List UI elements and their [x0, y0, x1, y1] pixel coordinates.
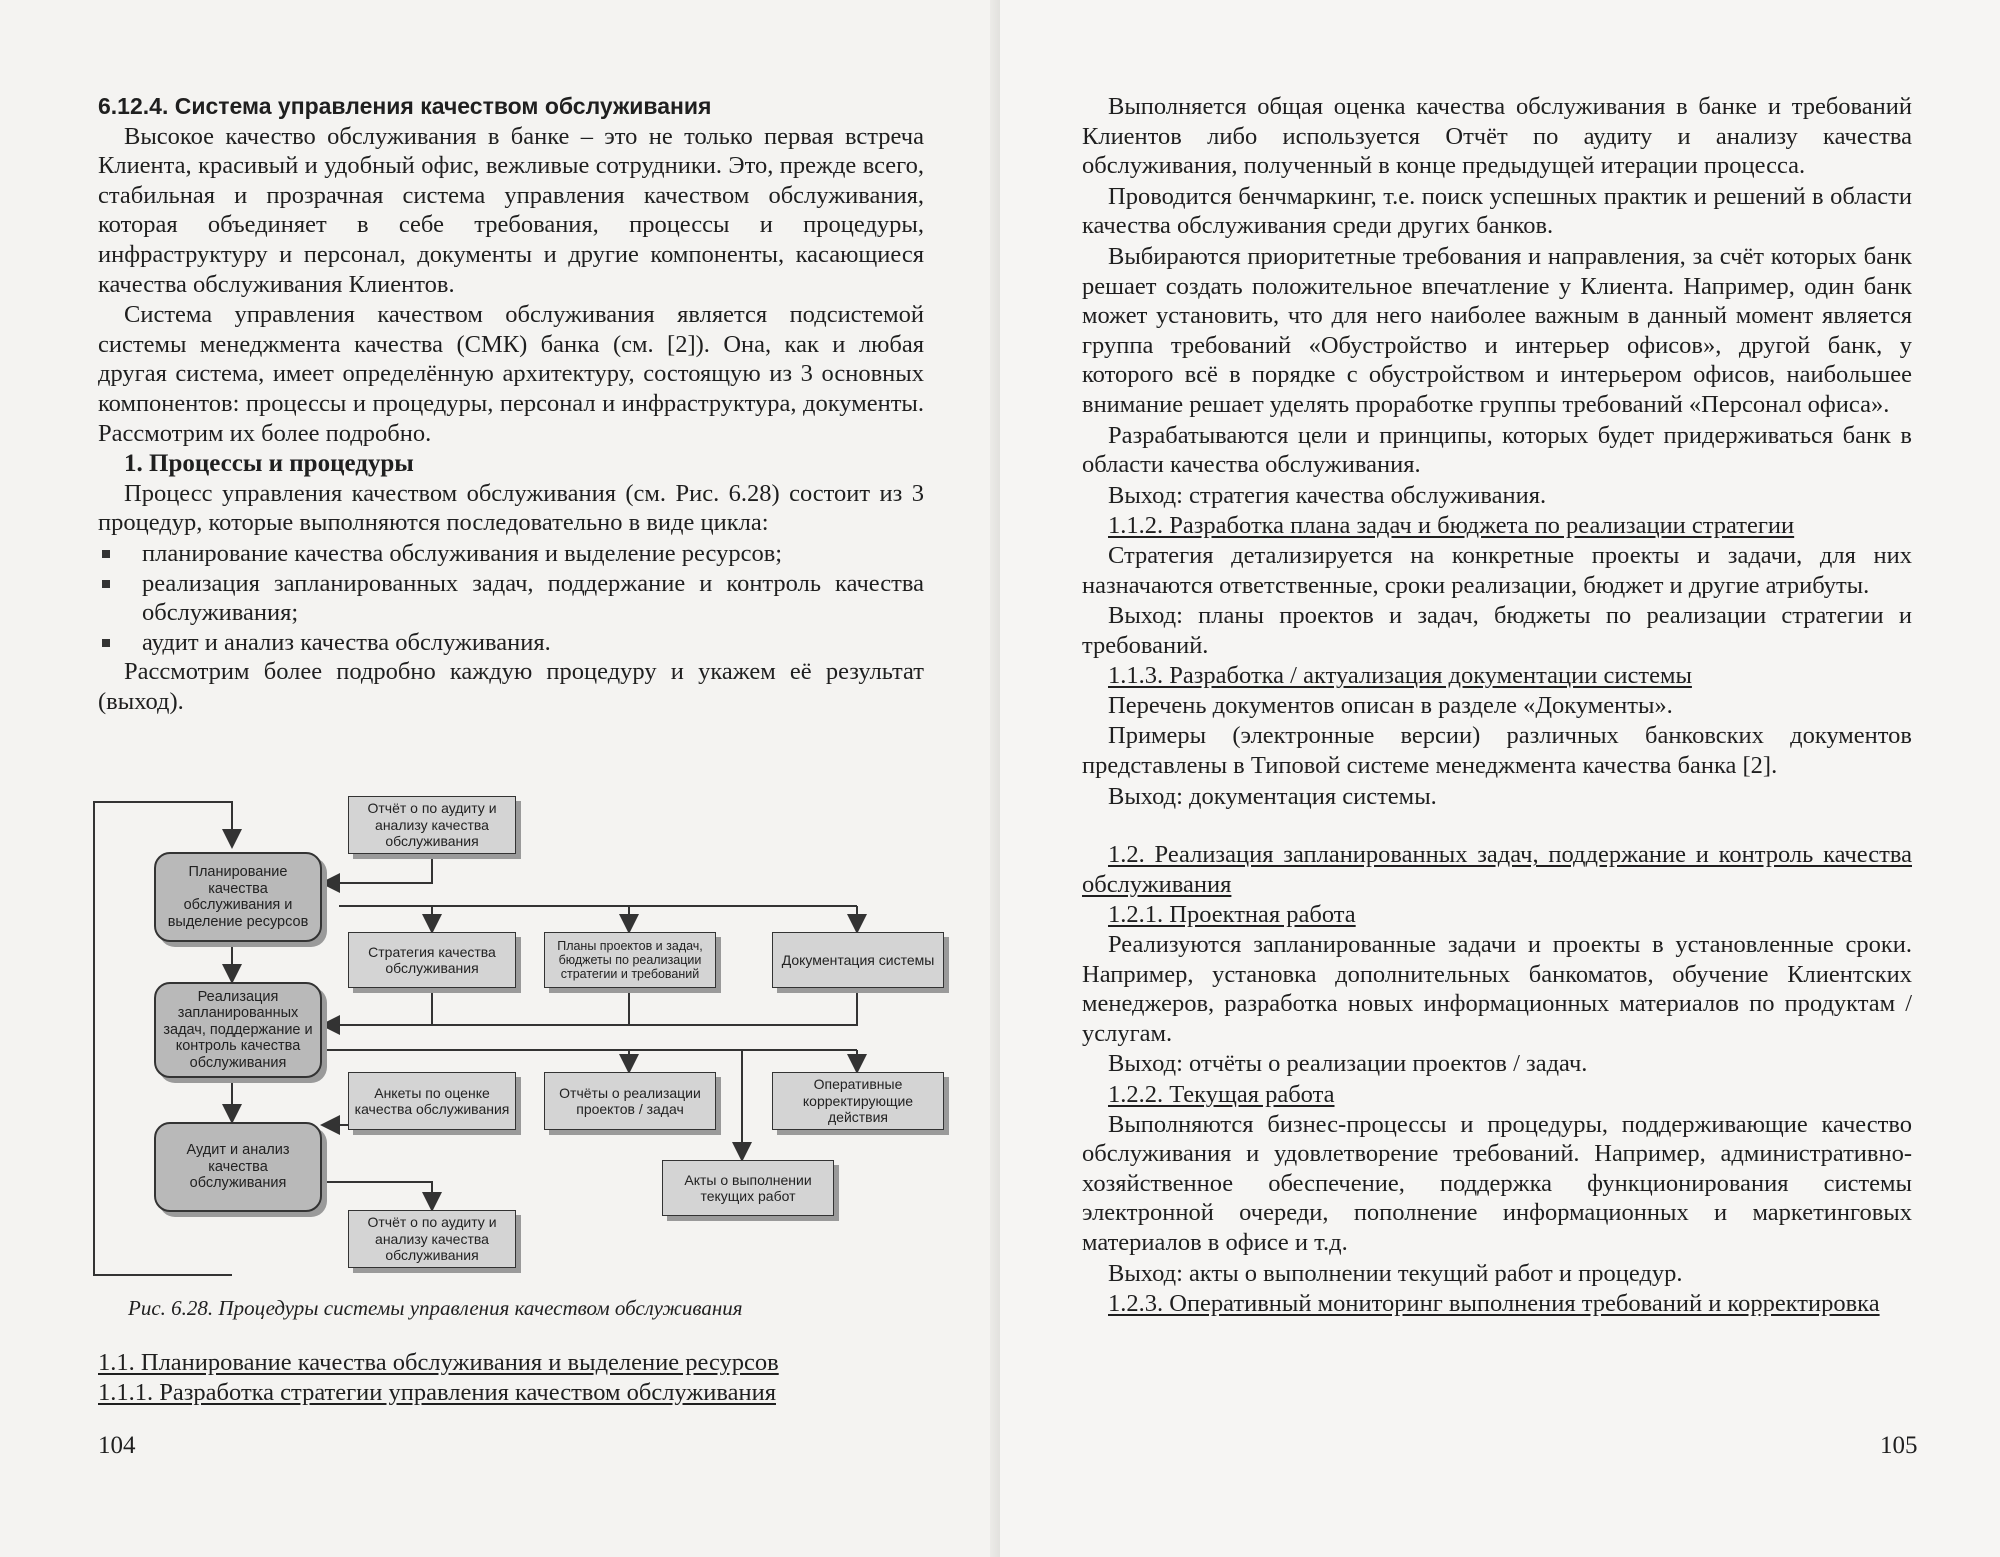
right-page: [1000, 0, 2000, 1557]
paragraph: Выполняется общая оценка качества обслуживания в банке и требований Клиентов либо используется Отчёт по аудиту и анализу качества обслуживания, полученный в конце предыдущей итерации процесса.: [1082, 93, 1912, 180]
paragraph: Реализуются запланированные задачи и проекты в установленные сроки. Например, установка дополнительных банкоматов, обучение Клиентских менеджеров, разработка новых информационных материалов по продуктам / услугам.: [1082, 931, 1912, 1047]
project-reports-box: Отчёты о реализации проектов / задач: [544, 1072, 716, 1130]
audit-process-box: Аудит и анализ качества обслуживания: [154, 1122, 322, 1212]
section-link-1-1: 1.1. Планирование качества обслуживания и выделение ресурсов: [98, 1349, 779, 1376]
page-number-left: 104: [98, 1432, 136, 1459]
right-text-column: [1082, 92, 1912, 1320]
subsection-heading: 1. Процессы и процедуры: [124, 450, 414, 478]
paragraph: Высокое качество обслуживания в банке – это не только первая встреча Клиента, красивый и удобный офис, вежливые сотрудники. Это, прежде всего, стабильная и прозрачная система управления качеством обслуживания, которая объединяет в себе требования, процессы и процедуры, инфраструктуру и персонал, документы и другие компоненты, касающиеся качества обслуживания Клиентов.: [98, 122, 924, 298]
paragraph: Выполняются бизнес-процессы и процедуры, поддерживающие качество обслуживания и удовлетворение требований. Например, административно-хозяйственное обеспечение, поддержка функционирования системы электронной очереди, пополнение информационных и маркетинговых материалов в офисе и т.д.: [1082, 1110, 1912, 1256]
corrective-actions-box: Оперативные корректирующие действия: [772, 1072, 944, 1130]
section-heading: 6.12.4. Система управления качеством обслуживания: [98, 93, 712, 119]
surveys-box: Анкеты по оценке качества обслуживания: [348, 1072, 516, 1130]
list-item: планирование качества обслуживания и выделение ресурсов;: [98, 539, 924, 569]
process-diagram: [92, 780, 935, 1288]
paragraph: Проводится бенчмаркинг, т.е. поиск успешных практик и решений в области качества обслуживания среди других банков.: [1082, 182, 1912, 240]
list-item: аудит и анализ качества обслуживания.: [98, 628, 924, 658]
planning-process-box: Планирование качества обслуживания и выделение ресурсов: [154, 852, 322, 942]
paragraph: Выход: отчёты о реализации проектов / задач.: [1108, 1050, 1588, 1078]
bullet-list: [98, 539, 924, 657]
figure-caption: Рис. 6.28. Процедуры системы управления качеством обслуживания: [128, 1296, 743, 1320]
audit-report-box: Отчёт о по аудиту и анализу качества обслуживания: [348, 796, 516, 854]
plans-box: Планы проектов и задач, бюджеты по реализации стратегии и требований: [544, 932, 716, 988]
heading-1-2-2: 1.2.2. Текущая работа: [1108, 1081, 1335, 1108]
paragraph: Выход: стратегия качества обслуживания.: [1108, 481, 1547, 509]
left-bottom-headings: [98, 1348, 924, 1407]
heading-1-2: 1.2. Реализация запланированных задач, поддержание и контроль качества обслуживания: [1082, 841, 1912, 898]
paragraph: Выход: документация системы.: [1108, 782, 1437, 810]
heading-1-1-2: 1.1.2. Разработка плана задач и бюджета по реализации стратегии: [1108, 512, 1795, 540]
heading-1-1-3: 1.1.3. Разработка / актуализация документации системы: [1108, 662, 1692, 690]
list-item: реализация запланированных задач, поддержание и контроль качества обслуживания;: [98, 569, 924, 628]
implementation-process-box: Реализация запланированных задач, поддержание и контроль качества обслуживания: [154, 982, 322, 1078]
heading-1-2-3: 1.2.3. Оперативный мониторинг выполнения требований и корректировка: [1108, 1290, 1880, 1318]
work-acts-box: Акты о выполнении текущих работ: [662, 1160, 834, 1216]
paragraph: Выход: планы проектов и задач, бюджеты по реализации стратегии и требований.: [1082, 602, 1912, 659]
paragraph: Примеры (электронные версии) различных банковских документов представлены в Типовой системе менеджмента качества банка [2].: [1082, 722, 1912, 780]
paragraph: Стратегия детализируется на конкретные проекты и задачи, для них назначаются ответственные, сроки реализации, бюджет и другие атрибуты.: [1082, 541, 1912, 599]
paragraph: Рассмотрим более подробно каждую процедуру и укажем её результат (выход).: [98, 658, 924, 715]
audit-report-bottom-box: Отчёт о по аудиту и анализу качества обслуживания: [348, 1210, 516, 1268]
paragraph: Перечень документов описан в разделе «Документы».: [1108, 691, 1673, 719]
paragraph: Процесс управления качеством обслуживания (см. Рис. 6.28) состоит из 3 процедур, которые выполняются последовательно в виде цикла:: [98, 479, 924, 537]
paragraph: Разрабатываются цели и принципы, которых будет придерживаться банк в области качества обслуживания.: [1082, 421, 1912, 479]
documentation-box: Документация системы: [772, 932, 944, 988]
strategy-box: Стратегия качества обслуживания: [348, 932, 516, 988]
paragraph: Выбираются приоритетные требования и направления, за счёт которых банк решает создать положительное впечатление у Клиента. Например, один банк может установить, что для него наиболее важным в данный момент является группа требований «Обустройство и интерьер офисов», другой банк, у которого всё в порядке с обустройством и интерьером офисов, наибольшее внимание решает уделять проработке группы требований «Персонал офиса».: [1082, 242, 1912, 418]
paragraph: Система управления качеством обслуживания является подсистемой системы менеджмента качества (СМК) банка (см. [2]). Она, как и любая другая система, имеет определённую архитектуру, состоящую из 3 основных компонентов: процессы и процедуры, персонал и инфраструктура, документы. Рассмотрим их более подробно.: [98, 301, 924, 447]
left-text-column: [98, 92, 924, 717]
section-link-1-1-1: 1.1.1. Разработка стратегии управления качеством обслуживания: [98, 1378, 776, 1406]
page-number-right: 105: [1880, 1432, 1918, 1459]
heading-1-2-1: 1.2.1. Проектная работа: [1108, 901, 1356, 929]
paragraph: Выход: акты о выполнении текущий работ и процедур.: [1108, 1259, 1683, 1287]
